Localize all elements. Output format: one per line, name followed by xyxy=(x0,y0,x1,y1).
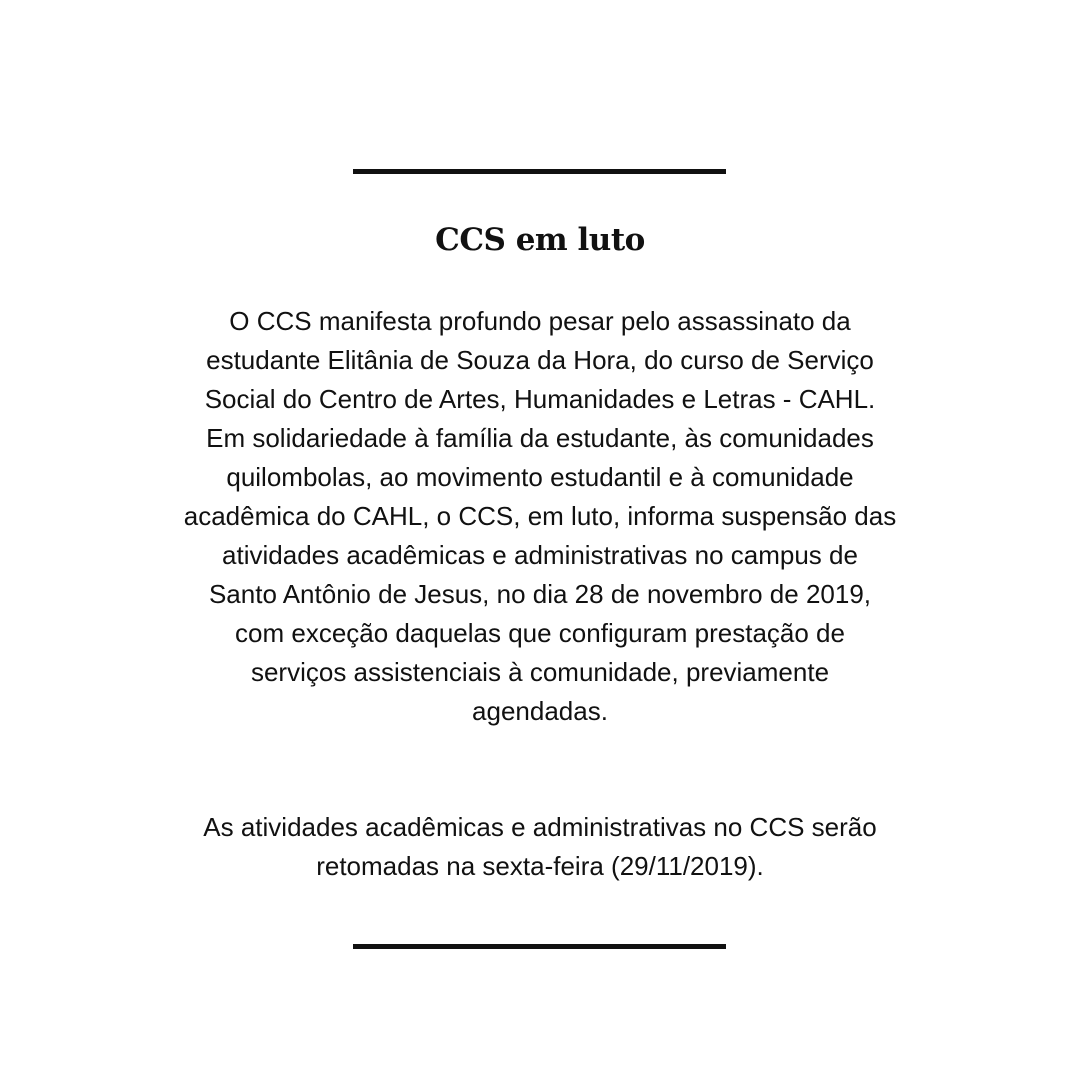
announcement-title: CCS em luto xyxy=(435,222,645,258)
paragraph-1-line: atividades acadêmicas e administrativas no campus de xyxy=(222,540,858,570)
paragraph-1-line: Em solidariedade à família da estudante, às comunidades xyxy=(206,423,874,453)
paragraph-1-line: serviços assistenciais à comunidade, previamente xyxy=(250,657,830,687)
paragraph-2-line: As atividades acadêmicas e administrativas no CCS serão xyxy=(203,812,877,842)
paragraph-1-line: Social do Centro de Artes, Humanidades e Letras - CAHL. xyxy=(204,384,876,414)
top-divider xyxy=(353,169,726,174)
paragraph-1-line: estudante Elitânia de Souza da Hora, do curso de Serviço xyxy=(206,345,874,375)
paragraph-1-line: agendadas. xyxy=(472,696,608,726)
paragraph-1-line: acadêmica do CAHL, o CCS, em luto, informa suspensão das xyxy=(183,501,897,531)
paragraph-1-line: Santo Antônio de Jesus, no dia 28 de novembro de 2019, xyxy=(208,579,872,609)
announcement-paragraph-1 xyxy=(100,302,980,731)
paragraph-1-line: quilombolas, ao movimento estudantil e à comunidade xyxy=(226,462,854,492)
paragraph-1-line: O CCS manifesta profundo pesar pelo assassinato da xyxy=(229,306,851,336)
announcement-paragraph-2 xyxy=(100,808,980,886)
paragraph-2-line: retomadas na sexta-feira (29/11/2019). xyxy=(316,851,764,881)
paragraph-1-line: com exceção daquelas que configuram prestação de xyxy=(235,618,845,648)
bottom-divider xyxy=(353,944,726,949)
